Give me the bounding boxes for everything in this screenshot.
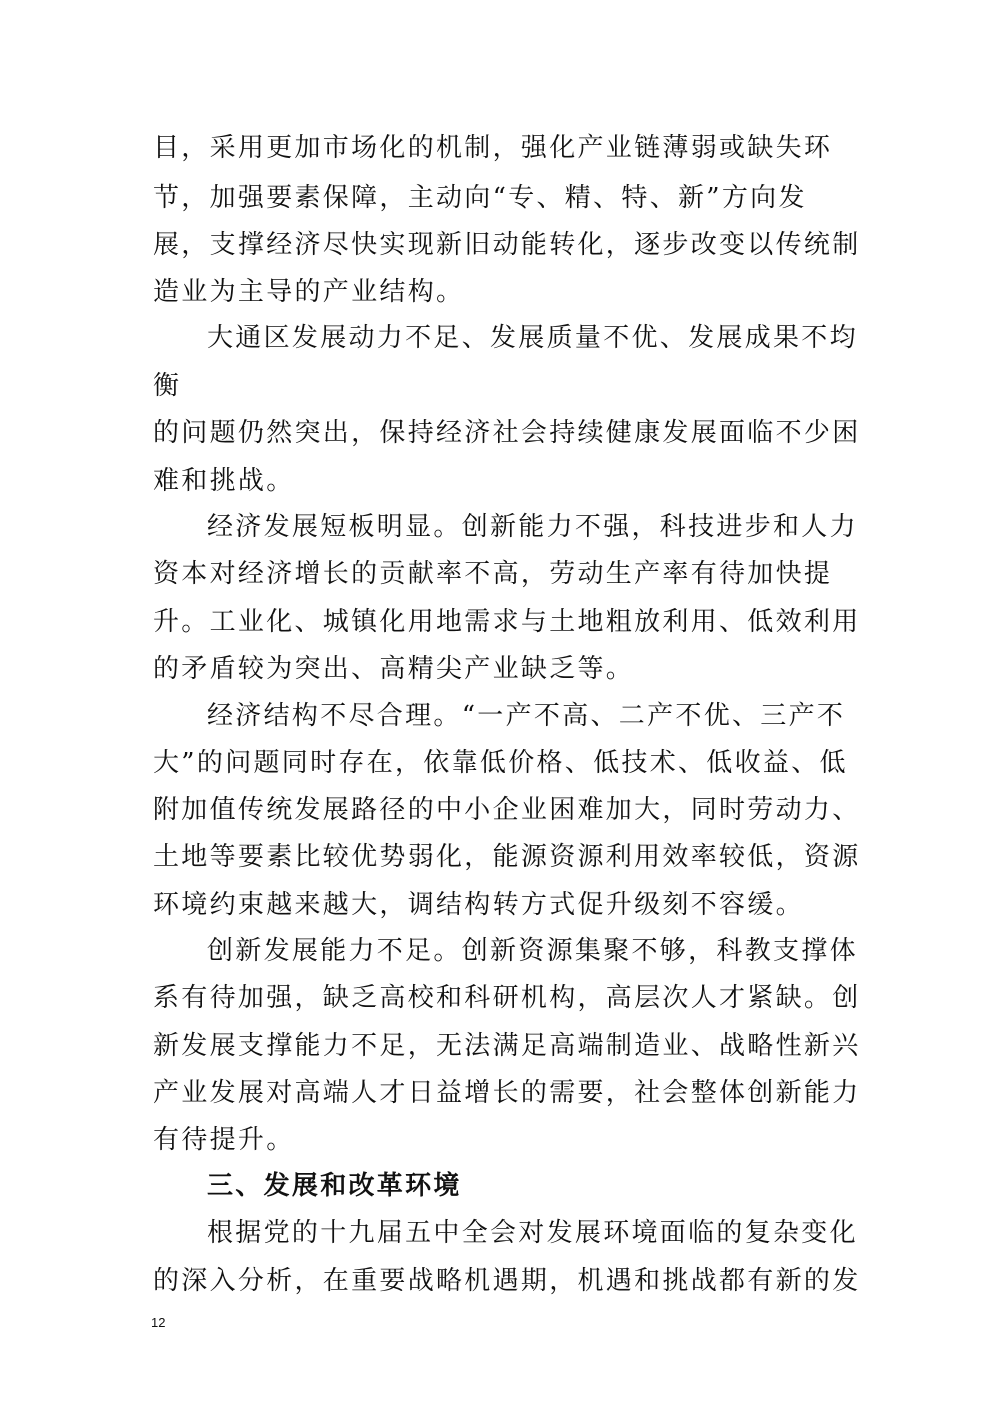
text-line: 产业发展对高端人才日益增长的需要，社会整体创新能力 xyxy=(153,1078,861,1108)
text-line: 附加值传统发展路径的中小企业困难加大，同时劳动力、 xyxy=(153,795,861,825)
paragraph-start-line: 创新发展能力不足。创新资源集聚不够，科教支撑体 xyxy=(207,936,858,966)
section-heading: 三、发展和改革环境 xyxy=(207,1171,462,1201)
text-line: 有待提升。 xyxy=(153,1125,295,1155)
text-line: 资本对经济增长的贡献率不高，劳动生产率有待加快提 xyxy=(153,559,833,589)
text-line: 环境约束越来越大，调结构转方式促升级刻不容缓。 xyxy=(153,890,804,920)
text-line: 土地等要素比较优势弱化，能源资源利用效率较低，资源 xyxy=(153,842,861,872)
text-line: 目，采用更加市场化的机制，强化产业链薄弱或缺失环 xyxy=(153,133,833,163)
text-line: 难和挑战。 xyxy=(153,466,295,496)
text-line: 系有待加强，缺乏高校和科研机构，高层次人才紧缺。创 xyxy=(153,983,861,1013)
text-line: 的问题仍然突出，保持经济社会持续健康发展面临不少困 xyxy=(153,418,861,448)
paragraph-start-line: 大通区发展动力不足、发展质量不优、发展成果不均 xyxy=(207,323,858,353)
text-line: 新发展支撑能力不足，无法满足高端制造业、战略性新兴 xyxy=(153,1031,861,1061)
text-line: 造业为主导的产业结构。 xyxy=(153,277,465,307)
text-line: 的矛盾较为突出、高精尖产业缺乏等。 xyxy=(153,654,635,684)
paragraph-start-line: 根据党的十九届五中全会对发展环境面临的复杂变化 xyxy=(207,1218,858,1248)
text-line: 升。工业化、城镇化用地需求与土地粗放利用、低效利用 xyxy=(153,607,861,637)
text-line: 衡 xyxy=(153,371,182,401)
paragraph-start-line: 经济结构不尽合理。“一产不高、二产不优、三产不 xyxy=(207,701,846,731)
text-line: 展，支撑经济尽快实现新旧动能转化，逐步改变以传统制 xyxy=(153,230,861,260)
paragraph-start-line: 经济发展短板明显。创新能力不强，科技进步和人力 xyxy=(207,512,858,542)
text-line: 的深入分析，在重要战略机遇期，机遇和挑战都有新的发 xyxy=(153,1266,861,1296)
text-line: 大”的问题同时存在，依靠低价格、低技术、低收益、低 xyxy=(153,748,848,778)
page-number: 12 xyxy=(151,1315,166,1330)
text-line: 节，加强要素保障，主动向“专、精、特、新”方向发 xyxy=(153,183,807,213)
